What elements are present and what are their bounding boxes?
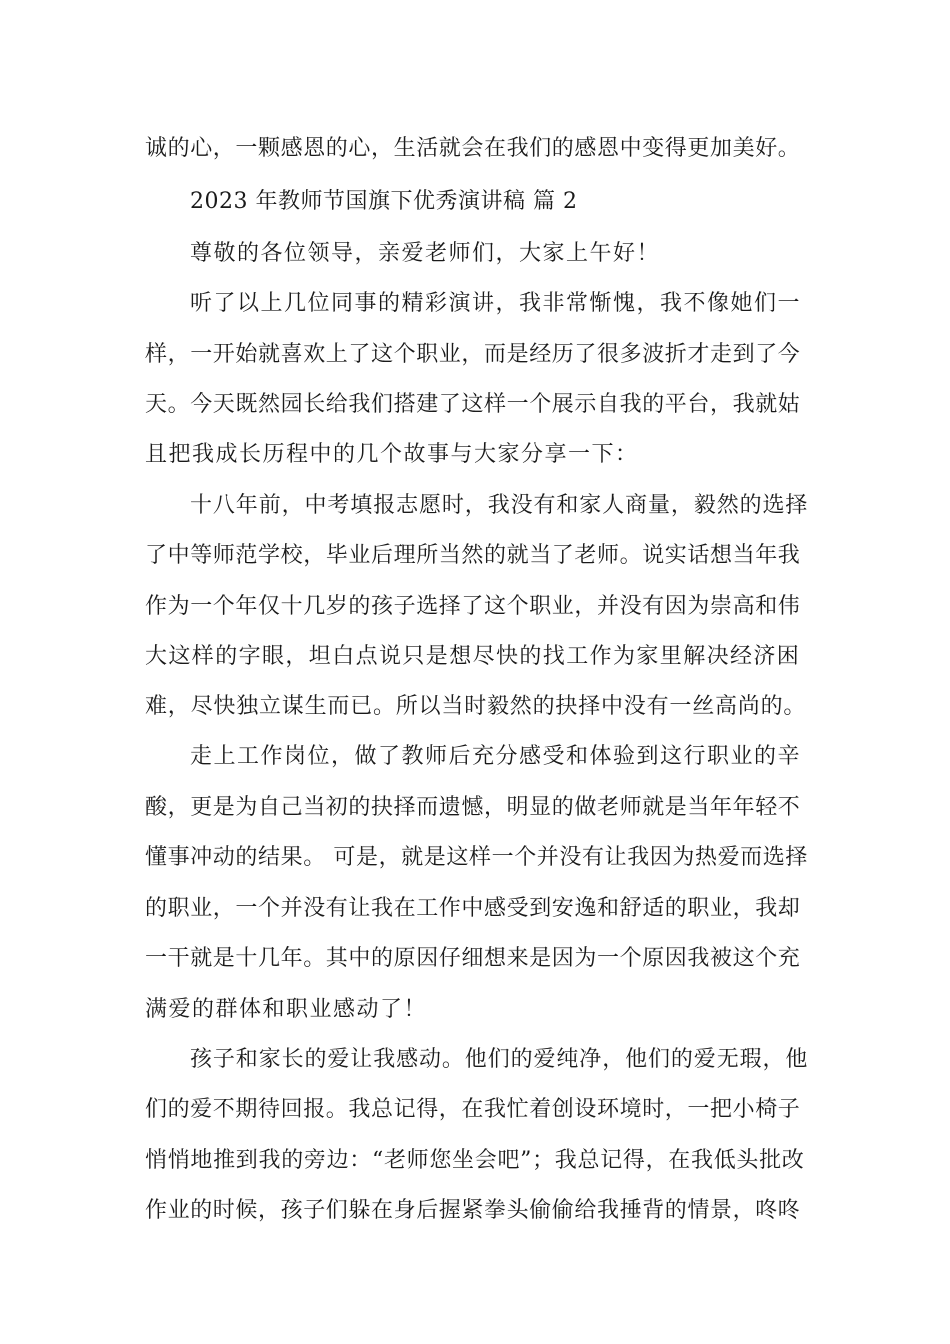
text-line: 满爱的群体和职业感动了！ <box>145 997 428 1022</box>
text-line: 难，尽快独立谋生而已。所以当时毅然的抉择中没有一丝高尚的。 <box>145 694 807 719</box>
text-line: 且把我成长历程中的几个故事与大家分享一下： <box>145 442 639 467</box>
text-line: 天。今天既然园长给我们搭建了这样一个展示自我的平台，我就姑 <box>145 392 801 417</box>
text-line: 的职业，一个并没有让我在工作中感受到安逸和舒适的职业，我却 <box>145 896 801 921</box>
text-line: 作业的时候，孩子们躲在身后握紧拳头偷偷给我捶背的情景，咚咚 <box>145 1198 801 1223</box>
text-line: 样，一开始就喜欢上了这个职业，而是经历了很多波折才走到了今 <box>145 342 801 367</box>
text-line: 一干就是十几年。其中的原因仔细想来是因为一个原因我被这个充 <box>145 946 801 971</box>
text-line: 大这样的字眼，坦白点说只是想尽快的找工作为家里解决经济困 <box>145 644 801 669</box>
text-line: 悄悄地推到我的旁边：“老师您坐会吧”；我总记得，在我低头批改 <box>145 1148 805 1173</box>
text-line: 作为一个年仅十几岁的孩子选择了这个职业，并没有因为崇高和伟 <box>145 594 801 619</box>
text-line: 孩子和家长的爱让我感动。他们的爱纯净，他们的爱无瑕，他 <box>190 1047 809 1072</box>
text-line: 酸，更是为自己当初的抉择而遗憾，明显的做老师就是当年年轻不 <box>145 795 801 820</box>
greeting-line: 尊敬的各位领导，亲爱老师们，大家上午好！ <box>190 241 661 266</box>
text-line: 了中等师范学校，毕业后理所当然的就当了老师。说实话想当年我 <box>145 543 801 568</box>
section-heading: 2023 年教师节国旗下优秀演讲稿 篇 2 <box>190 189 578 214</box>
text-line: 们的爱不期待回报。我总记得，在我忙着创设环境时，一把小椅子 <box>145 1097 801 1122</box>
text-line: 诚的心，一颗感恩的心，生活就会在我们的感恩中变得更加美好。 <box>145 136 801 161</box>
text-line: 听了以上几位同事的精彩演讲，我非常惭愧，我不像她们一 <box>190 291 802 316</box>
text-line: 走上工作岗位，做了教师后充分感受和体验到这行职业的辛 <box>190 744 802 769</box>
text-line: 十八年前，中考填报志愿时，我没有和家人商量，毅然的选择 <box>190 493 809 518</box>
text-line: 懂事冲动的结果。 可是，就是这样一个并没有让我因为热爱而选择 <box>145 845 808 870</box>
